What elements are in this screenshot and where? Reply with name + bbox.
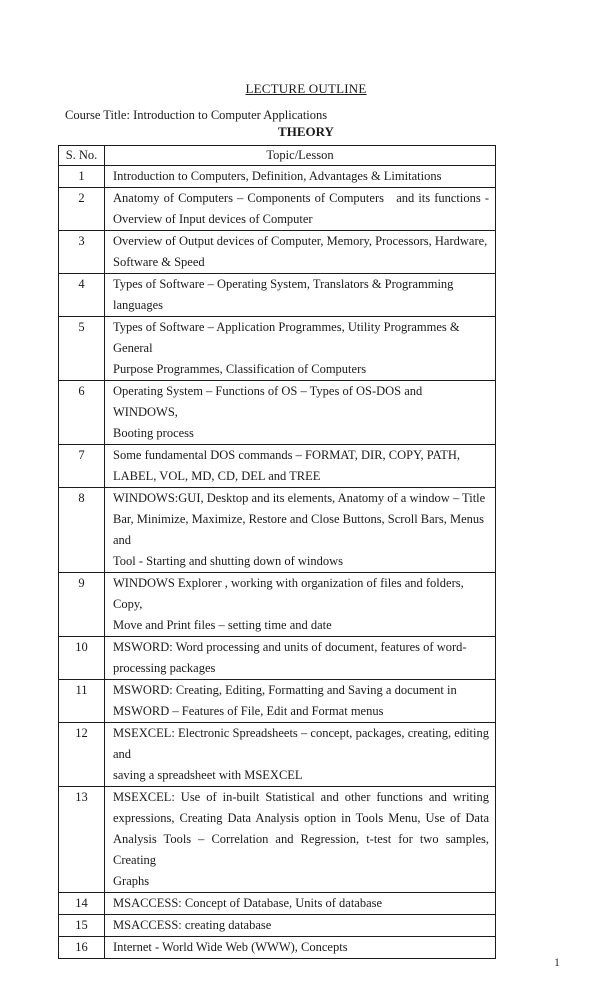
topic-line: Overview of Output devices of Computer, Memory, Processors, Hardware, [113, 234, 488, 248]
topic-cell [105, 166, 496, 188]
topic-line: MSWORD: Word processing and units of document, features of word- [113, 640, 467, 654]
row-number: 13 [59, 787, 105, 893]
topic-cell [105, 274, 496, 317]
row-number: 12 [59, 723, 105, 787]
table-row [59, 231, 496, 274]
topic-cell [105, 680, 496, 723]
row-number: 9 [59, 573, 105, 637]
table-header-row [59, 146, 496, 166]
table-row [59, 488, 496, 573]
row-number: 2 [59, 188, 105, 231]
topic-cell [105, 723, 496, 787]
topic-line: MSWORD – Features of File, Edit and Format menus [113, 704, 384, 718]
topic-cell [105, 573, 496, 637]
lecture-outline-table [58, 145, 496, 959]
row-number: 1 [59, 166, 105, 188]
page-title [0, 0, 612, 97]
topic-line: Types of Software – Operating System, Translators & Programming languages [113, 277, 457, 312]
table-row [59, 787, 496, 893]
topic-cell [105, 231, 496, 274]
page-title-text: LECTURE OUTLINE [245, 81, 367, 96]
topic-cell [105, 317, 496, 381]
table-row [59, 915, 496, 937]
topic-line: Introduction to Computers, Definition, Advantages & Limitations [113, 169, 442, 183]
table-row [59, 893, 496, 915]
row-number: 5 [59, 317, 105, 381]
table-row [59, 317, 496, 381]
table-row [59, 573, 496, 637]
topic-cell [105, 445, 496, 488]
topic-line: MSEXCEL: Electronic Spreadsheets – concept, packages, creating, editing and [113, 726, 493, 761]
topic-line: Some fundamental DOS commands – FORMAT, DIR, COPY, PATH, [113, 448, 461, 462]
row-number: 3 [59, 231, 105, 274]
topic-line: Bar, Minimize, Maximize, Restore and Close Buttons, Scroll Bars, Menus and [113, 512, 488, 547]
row-number: 7 [59, 445, 105, 488]
topic-line: Types of Software – Application Programmes, Utility Programmes & General [113, 320, 463, 355]
topic-cell [105, 915, 496, 937]
topic-cell [105, 381, 496, 445]
section-heading: THEORY [278, 124, 334, 139]
topic-line: LABEL, VOL, MD, CD, DEL and TREE [113, 469, 321, 483]
topic-cell [105, 787, 496, 893]
row-number: 4 [59, 274, 105, 317]
row-number: 16 [59, 937, 105, 959]
table-row [59, 723, 496, 787]
row-number: 6 [59, 381, 105, 445]
table-row [59, 445, 496, 488]
table-row [59, 680, 496, 723]
topic-cell [105, 893, 496, 915]
row-number: 11 [59, 680, 105, 723]
row-number: 14 [59, 893, 105, 915]
topic-line: MSWORD: Creating, Editing, Formatting and Saving a document in [113, 683, 457, 697]
topic-line: Software & Speed [113, 255, 205, 269]
topic-line: Analysis Tools – Correlation and Regression, t-test for two samples, Creating [113, 832, 493, 867]
row-number: 10 [59, 637, 105, 680]
topic-line: WINDOWS Explorer , working with organization of files and folders, Copy, [113, 576, 467, 611]
topic-cell [105, 937, 496, 959]
topic-line: Graphs [113, 874, 150, 888]
column-header-sno: S. No. [59, 146, 105, 166]
topic-line: Internet - World Wide Web (WWW), Concepts [113, 940, 348, 954]
topic-line: Operating System – Functions of OS – Types of OS-DOS and WINDOWS, [113, 384, 426, 419]
table-row [59, 274, 496, 317]
topic-cell [105, 488, 496, 573]
topic-line: Booting process [113, 426, 194, 440]
topic-line: MSEXCEL: Use of in-built Statistical and other functions and writing [113, 790, 489, 804]
topic-line: saving a spreadsheet with MSEXCEL [113, 768, 303, 782]
topic-cell [105, 188, 496, 231]
row-number: 15 [59, 915, 105, 937]
row-number: 8 [59, 488, 105, 573]
table-row [59, 166, 496, 188]
column-header-topic: Topic/Lesson [105, 146, 496, 166]
course-title: Course Title: Introduction to Computer Applications [65, 108, 328, 122]
topic-line: Purpose Programmes, Classification of Computers [113, 362, 367, 376]
topic-cell [105, 637, 496, 680]
table-row [59, 188, 496, 231]
table-row [59, 381, 496, 445]
topic-line: expressions, Creating Data Analysis option in Tools Menu, Use of Data [113, 811, 489, 825]
topic-line: Tool - Starting and shutting down of windows [113, 554, 344, 568]
topic-line: Move and Print files – setting time and date [113, 618, 332, 632]
topic-line: MSACCESS: creating database [113, 918, 272, 932]
topic-line: processing packages [113, 661, 216, 675]
topic-line: Overview of Input devices of Computer [113, 212, 313, 226]
table-row [59, 637, 496, 680]
page-number: 1 [554, 955, 560, 969]
topic-line: Anatomy of Computers – Components of Computers and its functions - [113, 191, 489, 205]
topic-line: WINDOWS:GUI, Desktop and its elements, Anatomy of a window – Title [113, 491, 486, 505]
table-row [59, 937, 496, 959]
topic-line: MSACCESS: Concept of Database, Units of database [113, 896, 383, 910]
